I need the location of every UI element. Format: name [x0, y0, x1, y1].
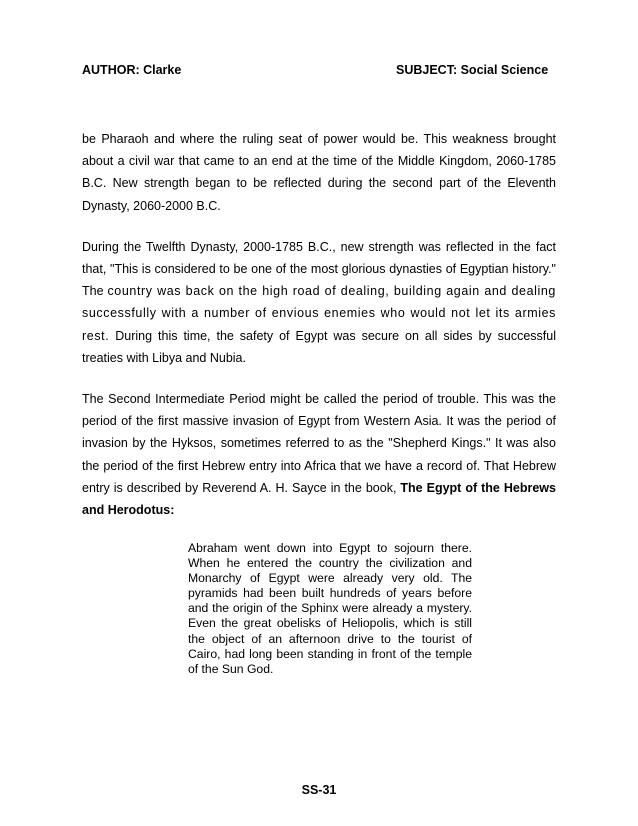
paragraph-text-spaced: country was back on the high road of dealing, building again and dealing successfully with a number of envious enemies who would not let its armies rest. — [82, 284, 556, 343]
document-body — [82, 128, 556, 540]
paragraph-text-b: During this time, the safety of Egypt was secure on all sides by successful treaties with Libya and Nubia. — [82, 328, 556, 365]
page-number: SS-31 — [301, 783, 337, 797]
subject-label: SUBJECT: Social Science — [396, 63, 549, 77]
book-title: The Egypt of the Hebrews and Herodotus: — [82, 480, 556, 518]
paragraph-text: The Second Intermediate Period might be called the period of trouble. This was the period of the first massive invasion of Egypt from Western Asia. It was the period of invasion by the Hyksos, sometimes referred to as the "Shepherd Kings." It was also the period of the first Hebrew entry into Africa that we have a record of. That Hebrew entry is described by Reverend A. H. Sayce in the book, — [82, 392, 556, 495]
paragraph-second-intermediate — [82, 388, 556, 521]
block-quote: Abraham went down into Egypt to sojourn there. When he entered the country the civilization and Monarchy of Egypt were already very old. The pyramids had been built hundreds of years before and the origin of the Sphinx were already a mystery. Even the great obelisks of Heliopolis, which is still the object of an afternoon drive to the tourist of Cairo, had long been standing in front of the temple of the Sun God. — [188, 541, 472, 676]
page-header — [82, 63, 556, 81]
paragraph-twelfth-dynasty — [82, 236, 556, 369]
paragraph-middle-kingdom — [82, 128, 556, 217]
paragraph-text: be Pharaoh and where the ruling seat of power would be. This weakness brought about a civil war that came to an end at the time of the Middle Kingdom, 2060-1785 B.C. New strength began to be reflected during the second part of the Eleventh Dynasty, 2060-2000 B.C. — [82, 132, 556, 213]
author-label: AUTHOR: Clarke — [82, 63, 182, 77]
paragraph-text-a: During the Twelfth Dynasty, 2000-1785 B.C., new strength was reflected in the fact that, "This is considered to be one of the most glorious dynasties of Egyptian history." The — [82, 239, 556, 299]
